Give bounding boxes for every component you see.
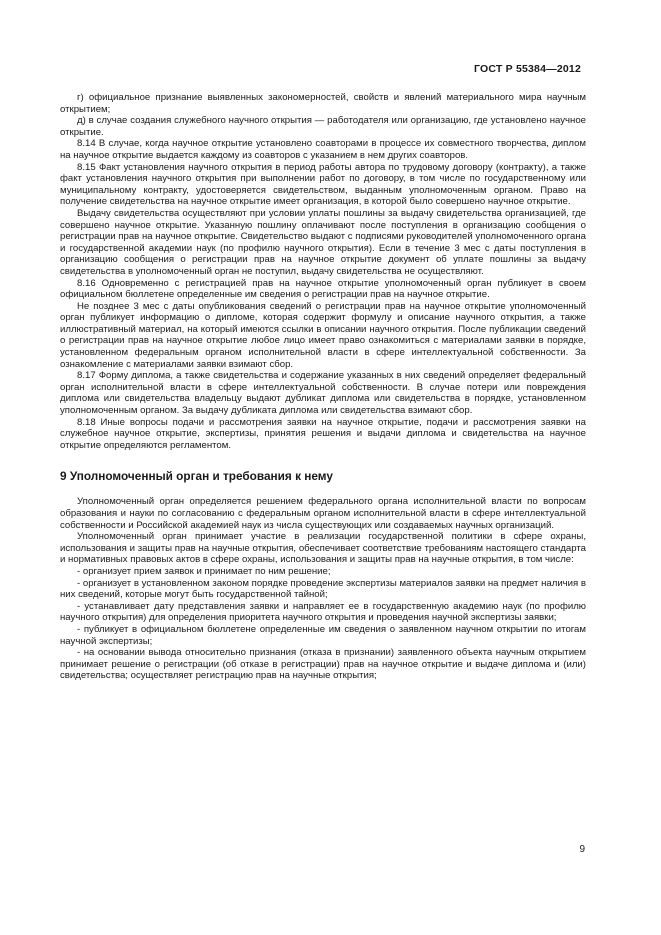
page-number: 9 <box>579 844 585 855</box>
clause-8-16: 8.16 Одновременно с регистрацией прав на научное открытие уполномоченный орган публикует в своем официальном бюллетене определенные им сведения о регистрации прав на научное открытие. <box>60 277 586 301</box>
document-code: ГОСТ Р 55384—2012 <box>473 63 581 75</box>
clause-8-14: 8.14 В случае, когда научное открытие установлено соавторами в процессе их совместного творчества, диплом на научное открытие выдается каждому из соавторов с указанием в нем других соавторов. <box>60 138 586 161</box>
duty-list-item: - на основании вывода относительно признания (отказа в признании) заявленного объекта научным открытием принимает решение о регистрации (об отказе в регистрации) прав на научное открытие и выдаче диплома и (или) свидетельства; осуществляет регистрацию прав на научные открытия; <box>60 647 586 682</box>
clause-8-15: 8.15 Факт установления научного открытия в период работы автора по трудовому договору (контракту), а также факт установления научного открытия при выполнении работ по договору, в том числе по государственному или муниципальному контракту, удостоверяется свидетельством, выданным уполномоченным органом. Право на получение свидетельства на научное открытие имеет организация, в которой было совершено научное открытие. <box>60 161 586 208</box>
page-content <box>60 92 586 682</box>
clause-8-16-continued: Не позднее 3 мес с даты опубликования сведений о регистрации прав на научное открытие уполномоченный орган публикует информацию о дипломе, которая содержит формулу и описание научного открытия, а также иллюстративный материал, на который имеются ссылки в описании научного открытия. После публикации сведений о регистрации прав на научное открытие любое лицо имеет право ознакомиться с материалами заявки в порядке, установленном федеральным органом исполнительной власти в сфере интеллектуальной собственности. За ознакомление с материалами заявки взимают сбор. <box>60 300 586 370</box>
duty-list-item: - устанавливает дату представления заявки и направляет ее в государственную академию наук (по профилю научного открытия) для определения приоритета научного открытия и проведения научной экспертизы заявки; <box>60 600 586 624</box>
duty-list-item: - публикует в официальном бюллетене определенные им сведения о заявленном научном открытии по итогам научной экспертизы; <box>60 623 586 647</box>
duty-list-item: - организует прием заявок и принимает по ним решение; <box>77 565 331 577</box>
section-9-paragraph: Уполномоченный орган определяется решением федерального органа исполнительной власти по вопросам образования и науки по согласованию с федеральным органом исполнительной власти в сфере интеллектуальной собственности и Российской академией наук из числа существующих или создаваемых научных организаций. <box>60 496 586 531</box>
clause-8-17: 8.17 Форму диплома, а также свидетельства и содержание указанных в них сведений определяет федеральный орган исполнительной власти в сфере интеллектуальной собственности. В случае потери или повреждения диплома или свидетельства владельцу выдают дубликат диплома или свидетельства в порядке, установленном уполномоченным органом. За выдачу дубликата диплома или свидетельства взимают сбор. <box>60 370 586 417</box>
list-item-d: д) в случае создания служебного научного открытия — работодателя или организацию, где установлено научное открытие. <box>60 115 586 138</box>
clause-8-18: 8.18 Иные вопросы подачи и рассмотрения заявки на научное открытие, подачи и рассмотрения заявки на служебное научное открытие, экспертизы, принятия решения и выдачи диплома и свидетельства на научное открытие определяются регламентом. <box>60 416 586 451</box>
list-item-g: г) официальное признание выявленных закономерностей, свойств и явлений материального мира научным открытием; <box>60 92 586 115</box>
duty-list-item: - организует в установленном законом порядке проведение экспертизы материалов заявки на предмет наличия в них сведений, которые могут быть государственной тайной; <box>60 577 586 601</box>
section-9-heading: 9 Уполномоченный орган и требования к нему <box>60 469 333 484</box>
clause-8-15-continued: Выдачу свидетельства осуществляют при условии уплаты пошлины за выдачу свидетельства организацией, где совершено научное открытие. Указанную пошлину оплачивают после поступления в организацию сообщения о регистрации прав на научное открытие. Свидетельство выдают с подписями руководителей уполномоченного органа и государственной академии наук (по профилю научного открытия). Если в течение 3 мес с даты поступления в организацию сообщения о регистрации прав на научное открытие документ об уплате пошлины за выдачу свидетельства в уполномоченный орган не поступил, выдачу свидетельства не осуществляют. <box>60 207 586 277</box>
section-9-paragraph: Уполномоченный орган принимает участие в реализации государственной политики в сфере охраны, использования и защиты прав на научные открытия, обеспечивает соответствие требованиям настоящего стандарта и нормативных правовых актов в сфере охраны, использования и защиты прав на научные открытия, в том числе: <box>60 531 586 566</box>
